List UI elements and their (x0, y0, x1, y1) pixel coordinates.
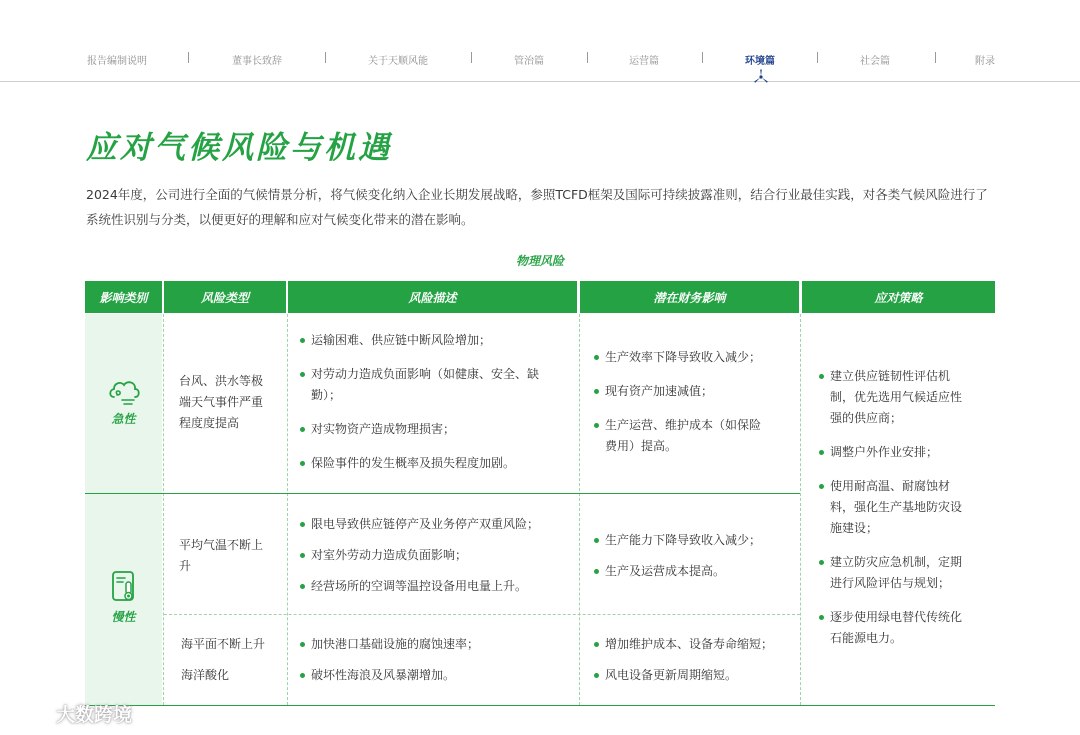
page-title: 应对气候风险与机遇 (86, 130, 392, 166)
top-navigation (0, 0, 1080, 82)
watermark-text: 大数跨境 (56, 704, 133, 726)
category-divider (85, 493, 800, 494)
category-acute (85, 314, 162, 493)
nav-item-environment[interactable]: 环境篇 (745, 56, 775, 67)
list-item: 建立防灾应急机制，定期 进行风险评估与规划； (818, 552, 994, 594)
list-item: 对室外劳动力造成负面影响； (299, 545, 575, 566)
nav-separator (188, 52, 189, 63)
financial-impact-list (593, 634, 797, 686)
column-divider (579, 314, 580, 705)
category-label-acute: 急性 (111, 412, 136, 426)
nav-item-operations[interactable]: 运营篇 (629, 56, 659, 67)
text-line: 程度度提高 (179, 416, 240, 430)
list-item: 破坏性海浪及风暴潮增加。 (299, 665, 575, 686)
nav-separator (702, 52, 703, 63)
financial-impact-list (593, 530, 797, 582)
column-divider (287, 314, 288, 705)
text-line: 台风、洪水等极 (179, 374, 264, 388)
list-item: 使用耐高温、耐腐蚀材 料，强化生产基地防灾设 施建设； (818, 476, 994, 539)
list-item: 逐步使用绿电替代传统化 石能源电力。 (818, 607, 994, 649)
nav-separator (471, 52, 472, 63)
table-bottom-border (85, 705, 995, 706)
nav-item-governance[interactable]: 管治篇 (514, 56, 544, 67)
category-label-chronic: 慢性 (111, 610, 136, 624)
nav-item-about[interactable]: 关于天顺风能 (368, 56, 428, 67)
nav-separator (817, 52, 818, 63)
risk-type-temperature-rise (179, 535, 283, 577)
nav-separator (325, 52, 326, 63)
list-item: 生产效率下降导致收入减少； (593, 347, 797, 368)
column-divider (163, 314, 164, 705)
risk-type-sea-level (181, 634, 285, 686)
list-item: 生产能力下降导致收入减少； (593, 530, 797, 551)
table-caption: 物理风险 (515, 254, 564, 268)
header-risk-description: 风险描述 (288, 281, 577, 313)
column-divider (800, 314, 801, 705)
list-item: 增加维护成本、设备寿命缩短； (593, 634, 797, 655)
nav-separator (935, 52, 936, 63)
wind-turbine-icon (752, 68, 770, 86)
risk-description-list (299, 330, 575, 474)
nav-item-social[interactable]: 社会篇 (860, 56, 890, 67)
financial-impact-list (593, 347, 797, 457)
list-item: 风电设备更新周期缩短。 (593, 665, 797, 686)
row-divider (164, 614, 800, 615)
text-line: 海平面不断上升 (181, 637, 266, 651)
nav-item-chairman[interactable]: 董事长致辞 (232, 56, 282, 67)
list-item: 加快港口基础设施的腐蚀速率； (299, 634, 575, 655)
intro-paragraph: 2024年度，公司进行全面的气候情景分析，将气候变化纳入企业长期发展战略，参照TCFD框架及国际可持续披露准则，结合行业最佳实践，对各类气候风险进行了系统性识别与分类，以便更好的理解和应对气候变化带来的潜在影响。 (86, 187, 988, 227)
watermark-logo-icon (10, 701, 50, 727)
list-item: 经营场所的空调等温控设备用电量上升。 (299, 576, 575, 597)
text-line: 平均气温不断上 (179, 538, 264, 552)
nav-item-report-notes[interactable]: 报告编制说明 (87, 56, 147, 67)
nav-divider (0, 81, 1080, 82)
strategy-list (818, 366, 994, 649)
list-item: 调整户外作业安排； (818, 442, 994, 463)
header-impact-category: 影响类别 (85, 281, 162, 313)
list-item: 对劳动力造成负面影响（如健康、安全、缺 勤）； (299, 364, 575, 406)
list-item: 建立供应链韧性评估机 制，优先选用气候适应性 强的供应商； (818, 366, 994, 429)
risk-description-list (299, 634, 575, 686)
list-item: 对实物资产造成物理损害； (299, 419, 575, 440)
text-line: 升 (179, 559, 192, 573)
list-item: 生产运营、维护成本（如保险 费用）提高。 (593, 415, 797, 457)
list-item: 保险事件的发生概率及损失程度加剧。 (299, 453, 575, 474)
category-chronic (85, 494, 162, 705)
nav-separator (587, 52, 588, 63)
nav-item-appendix[interactable]: 附录 (975, 56, 995, 67)
text-line: 端天气事件严重 (179, 395, 264, 409)
list-item: 运输困难、供应链中断风险增加； (299, 330, 575, 351)
risk-type-extreme-weather (179, 371, 283, 434)
text-line: 海洋酸化 (181, 668, 230, 682)
list-item: 生产及运营成本提高。 (593, 561, 797, 582)
list-item: 现有资产加速减值； (593, 381, 797, 402)
header-strategy: 应对策略 (802, 281, 995, 313)
thermometer-doc-icon (109, 570, 139, 604)
risk-description-list (299, 514, 575, 597)
header-financial-impact: 潜在财务影响 (580, 281, 799, 313)
watermark (10, 700, 132, 727)
cloud-wind-icon (106, 375, 142, 407)
list-item: 限电导致供应链停产及业务停产双重风险； (299, 514, 575, 535)
header-risk-type: 风险类型 (164, 281, 286, 313)
